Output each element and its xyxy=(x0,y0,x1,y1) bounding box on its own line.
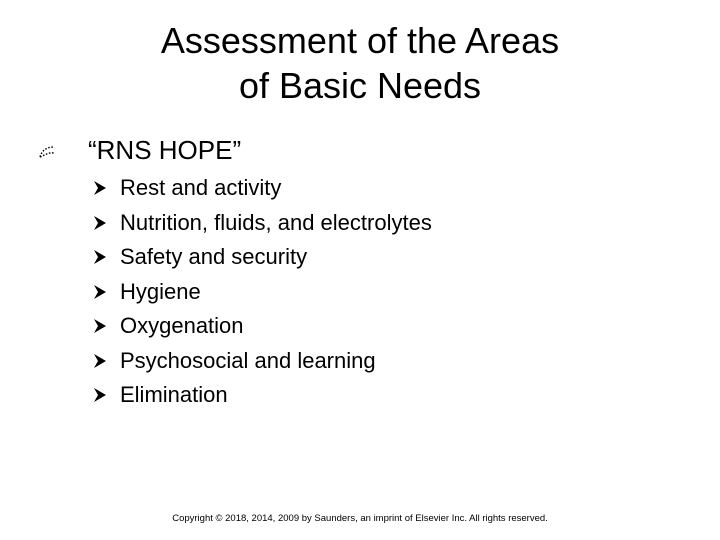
list-item-text: Oxygenation xyxy=(120,313,244,338)
list-item xyxy=(92,275,652,310)
copyright-footer: Copyright © 2018, 2014, 2009 by Saunders, an imprint of Elsevier Inc. All rights reserved. xyxy=(172,513,548,524)
arrowhead-bullet-icon xyxy=(92,215,108,231)
dotted-swirl-bullet-icon xyxy=(38,144,56,160)
main-bullet-text: “RNS HOPE” xyxy=(88,135,242,165)
list-item-text: Elimination xyxy=(120,382,228,407)
list-item xyxy=(92,344,652,379)
arrowhead-bullet-icon xyxy=(92,249,108,265)
arrowhead-bullet-icon xyxy=(92,318,108,334)
arrowhead-bullet-icon xyxy=(92,284,108,300)
arrowhead-bullet-icon xyxy=(92,180,108,196)
list-item xyxy=(92,309,652,344)
slide-title xyxy=(0,18,720,108)
list-item-text: Nutrition, fluids, and electrolytes xyxy=(120,209,432,235)
list-item xyxy=(92,240,652,275)
title-line-2: of Basic Needs xyxy=(238,65,482,106)
list-item-text: Safety and security xyxy=(120,244,308,269)
list-item-text: Rest and activity xyxy=(120,175,282,200)
list-item xyxy=(92,378,652,413)
arrowhead-bullet-icon xyxy=(92,353,108,369)
list-item-text: Hygiene xyxy=(120,278,201,304)
arrowhead-bullet-icon xyxy=(92,387,108,403)
title-line-1: Assessment of the Areas xyxy=(160,20,560,61)
list-item xyxy=(92,171,652,206)
list-item xyxy=(92,206,652,241)
main-bullet xyxy=(38,132,698,168)
sub-bullet-list xyxy=(92,171,652,413)
list-item-text: Psychosocial and learning xyxy=(120,347,376,373)
